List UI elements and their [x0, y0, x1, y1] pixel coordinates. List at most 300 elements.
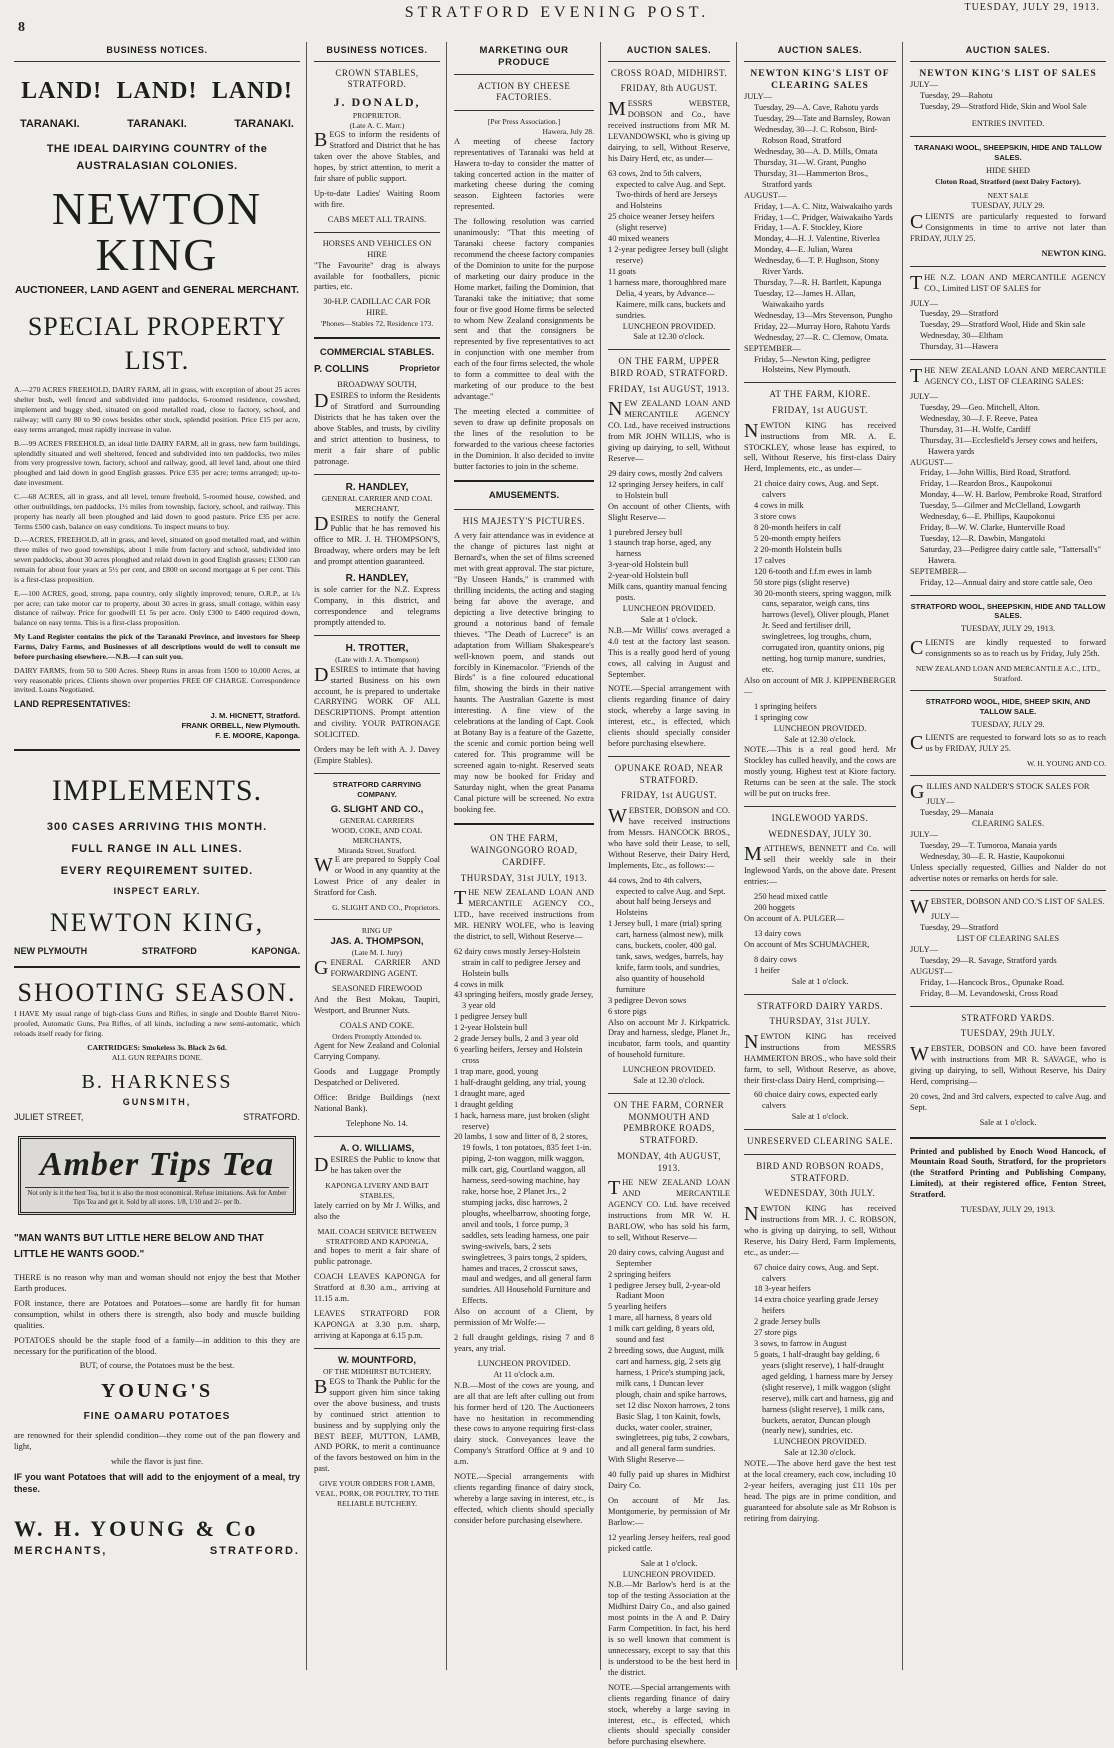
- divider: [454, 509, 594, 510]
- sale-item: 5 goats, 1 half-draught bay gelding, 6 years (slight reserve), 1 half-draught aged gelding, 1 harness mare by Jersey (slight reserve), 1 milk waggon (slight reserve), milk cart and harness, gig and harness (slight reserve), 1 milk cans, buckets, aerator, Duncan plough (nearly new), sundries, etc.: [754, 1349, 894, 1436]
- coach-leaves-kaponga: COACH LEAVES KAPONGA for Stratford at 8.30 a.m., arriving at 11.15 a.m.: [314, 1272, 440, 1304]
- land-word: LAND!: [116, 77, 198, 104]
- stratford-wool-2-heading: STRATFORD WOOL, HIDE, SHEEP SKIN, AND TALLOW SALE.: [925, 696, 1091, 716]
- renowned-text: are renowned for their splendid condition—they come out of the pan flowery and light,: [14, 1431, 300, 1452]
- sale-item: 21 choice dairy cows, Aug. and Sept. calvers: [754, 479, 879, 500]
- sale-date: FRIDAY, 1st AUGUST.: [772, 405, 868, 416]
- clearing-list: [744, 103, 896, 190]
- sale-account: On account of Mrs SCHUMACHER,: [744, 939, 870, 949]
- slight-sub: GENERAL CARRIERS: [339, 816, 415, 826]
- sale-item: 3 store cows: [754, 512, 796, 522]
- divider: [454, 823, 594, 825]
- sale-items: [744, 702, 896, 724]
- sale-item: 1 pedigree Jersey bull, 2-year-old Radiant Moon: [608, 1280, 721, 1301]
- column-heading: AUCTION SALES.: [608, 42, 730, 62]
- stratford-wool-sign: NEW ZEALAND LOAN AND MERCANTILE A.C., LTD., Stratford.: [915, 664, 1101, 683]
- sales-item: Tuesday, 12—R. Dawbin, Mangatoki: [920, 533, 1046, 543]
- press-association: [Per Press Association.]: [487, 117, 561, 127]
- collins-row: [314, 363, 440, 376]
- sale-with: With Slight Reserve—: [608, 1455, 684, 1465]
- sale-item: 4 cows in milk: [754, 501, 804, 511]
- sale-item: 5 20-month empty heifers: [754, 533, 841, 543]
- column-auction-sales-1: [604, 42, 734, 1747]
- stratford-wool-2-sign: W. H. YOUNG AND CO.: [1027, 759, 1106, 769]
- sale-item: 27 store pigs: [754, 1328, 797, 1338]
- sales-list: [910, 468, 1106, 566]
- sales-item: Friday, 8—W. W. Clarke, Hunterville Road: [920, 523, 1065, 533]
- sale-heading: AT THE FARM, KIORE.: [769, 389, 871, 400]
- sales-list: [910, 309, 1106, 353]
- column-rule: [446, 42, 447, 1670]
- taranaki-word: TARANAKI.: [127, 117, 187, 130]
- sale-item: 44 cows, 2nd to 4th calvers, expected to calve Aug. and Sept. about half being Jerseys and Holsteins: [608, 875, 726, 918]
- handley-text: DESIRES to notify the General Public that he has removed his office to MR. J. H. THOMPSON'S, Broadway, where orders may be left and prompt attention guaranteed.: [314, 512, 440, 567]
- farm-item: 6 yearling heifers, Jersey and Holstein cross: [454, 1045, 583, 1066]
- farm-item: 1 trap mare, good, young: [454, 1066, 539, 1076]
- sales-item: Saturday, 23—Pedigree dairy cattle sale, "Tattersall's" Hawera.: [920, 544, 1101, 565]
- every-requirement: EVERY REQUIREMENT SUITED.: [60, 865, 254, 878]
- divider: [314, 1348, 440, 1349]
- divider: [314, 773, 440, 774]
- sale-account: On account of A. PULGER—: [744, 913, 845, 923]
- land-representatives-label: LAND REPRESENTATIVES:: [14, 699, 131, 710]
- merchants-town: STRATFORD.: [209, 1545, 300, 1558]
- sale-also: Also on account of MR J. KIPPENBERGER—: [744, 675, 896, 696]
- sale-items: [744, 1263, 896, 1438]
- divider: [910, 266, 1106, 267]
- sales-list: [910, 841, 1106, 863]
- clearing-item: Tuesday, 29—A. Cave, Rahotu yards: [754, 103, 879, 113]
- page-number: 8: [18, 20, 25, 35]
- divider: [910, 775, 1106, 776]
- telephone-line: Telephone No. 14.: [346, 1118, 408, 1128]
- trotter-late: (Late with J. A. Thompson): [335, 654, 419, 664]
- column-heading: BUSINESS NOTICES.: [314, 42, 440, 62]
- sales-list: [910, 978, 1106, 1000]
- pictures-review: A very fair attendance was in evidence at the change of pictures last night at Bernard's, when the set of films screened met with great approval. The star picture, "By Unseen Hands," is crammed with thrilling incidents, the acting and staging being far above the average, and depicting a live detective bringing to ground a notorious band of female thieves. "The Death of Lucrece" is an adaptation from William Shakespeare's well-known poem, and stands out forcibly in Kinemacolor. "Friends of the Birds" is a fine coloured educational film, showing the birds in their native haunts. The Australian Gazette is most interesting. A fine view of the celebrations at the landing of Capt. Cook at Botany Bay is a feature of the Gazette, the scenic and comic portion being well catered for. This programme will be screened again to-night. Reserved seats may now be booked for Friday and Saturday night, when the great Panama Canal picture will be screened. No extra booking fee.: [454, 531, 594, 814]
- williams-text-2: lately carried on by Mr J. Wilks, and also the: [314, 1200, 440, 1221]
- sale-text: THE NEW ZEALAND LOAN AND MERCANTILE AGENCY CO. Ltd. have received instructions from MR W. H. BARLOW, who has sold his farm, to sell, Without Reserve—: [608, 1177, 730, 1242]
- favourite-text: "The Favourite" drag is always available for footballers, picnic parties, etc.: [314, 260, 440, 292]
- divider: [454, 110, 594, 111]
- collins-name: P. COLLINS: [314, 364, 369, 376]
- sale-item: 1 2-year pedigree Jersey bull (slight reserve): [608, 245, 729, 265]
- divider: [314, 919, 440, 920]
- sale-date: FRIDAY, 8th AUGUST.: [620, 83, 718, 94]
- sales-item: Tuesday, 29—T. Tumoroa, Manaia yards: [920, 840, 1057, 850]
- branch-town: NEW PLYMOUTH: [14, 945, 88, 956]
- sale-items: [744, 955, 896, 977]
- majesty-pictures: HIS MAJESTY'S PICTURES.: [462, 515, 586, 526]
- sale-text: NEWTON KING has received instructions from MR. A. E. STOCKLEY, whose lease has expired, to sell, Without Reserve, his first-class Dairy Herd, Implements, etc., as under—: [744, 419, 896, 474]
- firewood-line: SEASONED FIREWOOD: [331, 983, 423, 993]
- month-label: JULY—: [930, 912, 959, 922]
- branch-town: STRATFORD: [141, 945, 197, 956]
- farm-item: 1 2-year Holstein bull: [454, 1023, 528, 1033]
- sale-item: 60 choice dairy cows, expected early calvers: [754, 1090, 878, 1111]
- column-heading: AUCTION SALES.: [910, 42, 1106, 62]
- sale-also: Also on account Mr J. Kirkpatrick. Dray and harness, sledge, Planet Jr., incubator, farm tools, and quantity of household furniture.: [608, 1017, 730, 1060]
- month-label: JULY—: [910, 391, 939, 401]
- farm-item: 62 dairy cows mostly Jersey-Holstein strain in calf to pedigree Jersey and Holstein bulls: [454, 946, 581, 978]
- sale-item: 6 store pigs: [608, 1006, 647, 1016]
- mountford-text: BEGS to Thank the Public for the support given him since taking over the above business, and trusts by continued strict attention to business and by supplying only the BEST BEEF, MUTTON, LAMB, AND PORK, to merit a continuance of the favors bestowed on him in the past.: [314, 1375, 440, 1474]
- farm-item: 2 grade Jersey bulls, 2 and 3 year old: [454, 1034, 579, 1044]
- divider: [910, 359, 1106, 360]
- williams-text-3: and hopes to merit a fair share of public patronage.: [314, 1246, 440, 1267]
- column-rule: [306, 42, 307, 1670]
- sale-items: [608, 876, 730, 1018]
- luncheon-provided: LUNCHEON PROVIDED.: [773, 723, 867, 733]
- farm-item: 43 springing heifers, mostly grade Jersey, 3 year old: [454, 990, 594, 1011]
- thompson-text: GENERAL CARRIER AND FORWARDING AGENT.: [314, 957, 440, 980]
- shooting-season-headline: SHOOTING SEASON.: [17, 977, 297, 1007]
- waiting-room-text: Up-to-date Ladies' Waiting Room with fire.: [314, 188, 440, 209]
- divider: [608, 1093, 730, 1094]
- divider: [744, 994, 896, 995]
- marketing-subhead: ACTION BY CHEESE FACTORIES.: [477, 80, 571, 103]
- sale-heading: CROSS ROAD, MIDHIRST.: [610, 67, 728, 78]
- sale-item: 17 calves: [754, 555, 786, 565]
- divider: [744, 382, 896, 383]
- sale-date: FRIDAY, 1st AUGUST.: [621, 790, 717, 801]
- divider: [314, 232, 440, 233]
- sale-text: WEBSTER, DOBSON and CO. have received instructions from Messrs. HANCOCK BROS., who have sold their Lease, to sell, Without Reserve, their Dairy Herd, Implements, Etc., as follows:—: [608, 805, 730, 870]
- luncheon-provided: LUNCHEON PROVIDED.: [773, 1437, 867, 1447]
- sale-date: THURSDAY, 31st JULY.: [769, 1016, 871, 1027]
- gillies-clearing: CLEARING SALES.: [971, 818, 1045, 828]
- newton-king-sign: NEWTON KING.: [1041, 248, 1106, 258]
- divider: [910, 136, 1106, 137]
- imprint: Printed and published by Enoch Wood Hancock, of Mountain Road South, Stratford, for the proprietors (the Stratford Printing and Publishing Company, Limited), at their registered office, Fenton Street, Stratford.: [910, 1146, 1106, 1200]
- sale-time: Sale at 12.30 o'clock.: [633, 1076, 705, 1086]
- amber-tips-tea-logo: Amber Tips Tea: [25, 1143, 289, 1188]
- harkness-town: STRATFORD.: [243, 1112, 300, 1123]
- sale-item: 8 20-month heifers in calf: [754, 523, 841, 533]
- sale-item: 18 3-year heifers: [754, 1284, 811, 1294]
- implements-headline: IMPLEMENTS.: [51, 773, 263, 807]
- hide-shed-location: Cloton Road, Stratford (next Dairy Factory).: [935, 177, 1081, 187]
- shooting-text: I HAVE My usual range of high-class Guns and Rifles, in single and Double Barrel Nitro-proofed, Automatic Guns, Pea Rifles, of all kinds, including a new semi-automatic, which reloads itself ready for firing.: [14, 1009, 300, 1039]
- sale-items: [744, 1090, 896, 1112]
- man-wants-headline: "MAN WANTS BUT LITTLE HERE BELOW AND THAT LITTLE HE WANTS GOOD.": [14, 1232, 264, 1260]
- dairy-farms-note: DAIRY FARMS, from 50 to 500 Acres. Sheep Runs in areas from 1500 to 10,000 Acres, at very reasonable prices. Clients shown over properties FREE OF CHARGE. Correspondence invited. Loans Negotiated.: [14, 665, 300, 695]
- dateline: Hawera, July 28.: [542, 126, 594, 136]
- clearing-item: Monday, 4—E. Julian, Warea: [754, 245, 853, 255]
- potato-paragraph: POTATOES should be the staple food of a family—in addition to this they are necessary for the purification of the blood.: [14, 1335, 300, 1356]
- sale-heading: ON THE FARM, UPPER BIRD ROAD, STRATFORD.: [609, 356, 729, 379]
- sale-text: NEWTON KING has received instructions from MR. J. C. ROBSON, who is giving up dairying, to sell, Without Reserve, his Dairy Herd, Farm Implements, etc., as under:—: [744, 1203, 896, 1257]
- sale-heading: ON THE FARM, CORNER MONMOUTH AND PEMBROKE ROADS, STRATFORD.: [613, 1100, 725, 1146]
- sale-item: 120 6-tooth and f.f.m ewes in lamb: [754, 566, 872, 576]
- issue-date: TUESDAY, JULY 29, 1913.: [964, 2, 1100, 13]
- sale-items: [744, 479, 896, 676]
- trotter-name: H. TROTTER,: [345, 642, 409, 654]
- divider: [910, 890, 1106, 891]
- sale-date: MONDAY, 4th AUGUST, 1913.: [617, 1150, 721, 1173]
- sale-item: 40 mixed weaners: [608, 234, 669, 244]
- sale-time: Sale at 12.30 o'clock.: [784, 734, 856, 744]
- mountford-name: W. MOUNTFORD,: [337, 1354, 417, 1366]
- branch-town: KAPONGA.: [251, 945, 300, 956]
- month-label: JULY—: [910, 945, 939, 955]
- nk-list-heading: NEWTON KING'S LIST OF CLEARING SALES: [750, 68, 890, 92]
- sales-item: Friday, 1—Hancock Bros., Opunake Road.: [920, 977, 1065, 987]
- month-label: JULY—: [744, 92, 773, 102]
- stratford-wool-text: CLIENTS are kindly requested to forward consignments so as to reach us by Friday, July 25th.: [910, 637, 1106, 660]
- sale-items: [608, 528, 730, 604]
- mokau-text: And the Best Mokau, Taupiri, Westport, and Brunner Nuts.: [314, 994, 440, 1015]
- month-label: AUGUST—: [910, 457, 953, 467]
- sale-time: Sale at 1 o'clock.: [791, 1112, 849, 1122]
- sale-heading: INGLEWOOD YARDS.: [771, 813, 869, 824]
- sale-item: 1 heifer: [754, 965, 780, 975]
- sale-items: [608, 1248, 730, 1456]
- sale-item: 1 springing heifers: [754, 701, 817, 711]
- taranaki-word: TARANAKI.: [234, 117, 294, 130]
- divider: [608, 349, 730, 350]
- sale-item: 1 Jersey bull, 1 mare (trial) spring cart, harness (almost new), milk cans, buckets, cooler, 400 gal. tank, saws, wedges, barrels, hay knife, farm tools, and sundries, also quantity of household furniture: [608, 919, 724, 994]
- sales-item: Wednesday, 30—E. R. Hastie, Kaupokonui: [920, 851, 1065, 861]
- youngs-headline: YOUNG'S: [100, 1380, 214, 1403]
- sale-item: 1 harness mare, thoroughbred mare Delia, 4 years, by Advance—Kaimere, milk cans, buckets and sundries.: [608, 277, 727, 320]
- hide-shed: HIDE SHED: [986, 166, 1030, 176]
- williams-text: DESIRES the Public to know that he has taken over the: [314, 1154, 440, 1177]
- sale-nb: N.B.—Mr Willis' cows averaged a 4.0 test at the factory last season. This is a really good herd of young cows, all calving in August and September.: [608, 625, 730, 679]
- column-heading: AUCTION SALES.: [744, 42, 896, 62]
- divider: [910, 1137, 1106, 1139]
- harkness-address: [14, 1112, 300, 1124]
- newton-king-signature: NEWTON KING,: [49, 908, 265, 938]
- sale-item: 11 goats: [608, 266, 636, 276]
- month-label: JULY—: [926, 797, 955, 807]
- sale-item: Milk cans, quantity manual fencing posts.: [608, 582, 727, 603]
- slight-sub-2: WOOD, COKE, AND COAL MERCHANTS,: [331, 825, 423, 845]
- sales-item: Thursday, 31—Hawera: [920, 342, 999, 352]
- month-label: SEPTEMBER—: [744, 343, 801, 353]
- farm-note: NOTE.—Special arrangements with clients regarding finance of dairy stock, whereby a large saving in interest, etc., is effected, which clients should specially consider before purchasing elsewhere.: [454, 1472, 594, 1525]
- cases-arriving: 300 CASES ARRIVING THIS MONTH.: [46, 820, 268, 833]
- farm-item: 1 half-draught gelding, any trial, young: [454, 1077, 586, 1087]
- sale-item: 29 dairy cows, mostly 2nd calvers: [608, 468, 723, 478]
- clearing-item: Friday, 22—Murray Horo, Rahotu Yards: [754, 321, 891, 331]
- sale-item: 3 sows, to farrow in August: [754, 1339, 847, 1349]
- sale-item: 30 20-month steers, spring waggon, milk cans, separator, weigh cans, tins harrows (level), Oliver plough, Planet Jr. Seed and fertiliser drill, swingletrees, log troughs, churn, corrugated iron, quantity onions, pig netting, hog turnip manure, sundries, etc.: [754, 588, 892, 674]
- clearing-item: Friday, 1—A. C. Nitz, Waiwakaiho yards: [754, 201, 893, 211]
- farm-item: 20 lambs, 1 sow and litter of 8, 2 stores, 19 fowls, 1 ton potatoes, 835 feet 1-in. piping, 2-ton waggon, milk waggon, milk cart, gig, Courtland waggon, all harness, seed-sowing machine, hay rake, horse hoe, 2 Planet Jrs., 2 stumping jacks, disc harrows, 2 ploughs, wheelbarrow, shooting forge, anvil and tools, 1 force pump, 3 saddles, sets leading harness, one pair swing-swivels, bars, 2 sets swingletrees, 3 pairs tongs, 2 spiders, hames and traces, 2 crosscut saws, maul and wedges, and all general farm sundries. All Household Furniture and Effects.: [454, 1132, 592, 1306]
- sales-item: Friday, 1—Reardon Bros., Kaupokonui: [920, 479, 1053, 489]
- sale-item: 25 choice weaner Jersey heifers (slight reserve): [608, 212, 715, 233]
- sales-list: [910, 578, 1106, 589]
- sale-item: 1 springing cow: [754, 712, 808, 722]
- amber-tips-text: Not only is it the best Tea, but it is also the most economical. Refuse imitations. Ask for Amber Tips Tea and get it. Sold by all stores. 1/8, 1/10 and 2/- per lb.: [27, 1190, 287, 1207]
- gunsmith-line: GUNSMITH,: [122, 1096, 192, 1107]
- sales-item: Tuesday, 29—Manaia: [920, 807, 994, 817]
- webster-clearing: LIST OF CLEARING SALES: [956, 934, 1060, 944]
- sale-heading: OPUNAKE ROAD, NEAR STRATFORD.: [614, 762, 724, 785]
- sale-date: FRIDAY, 1st AUGUST, 1913.: [608, 383, 730, 394]
- inspect-early: INSPECT EARLY.: [113, 886, 201, 897]
- property-listing: A.—270 ACRES FREEHOLD, DAIRY FARM, all in grass, with exception of about 25 acres shelter bush, well fenced and subdivided into paddocks, 6-roomed residence, cowshed, implement and buggy shed, situated on good metalled road, close to factory, school, and railway; will carry 80 to 90 cows besides other stock, splendid position. Price £15 per acre, easy terms arranged, must rapidly increase in value.: [14, 385, 300, 434]
- potato-paragraph: BUT, of course, the Potatoes must be the best.: [79, 1361, 235, 1371]
- full-range: FULL RANGE IN ALL LINES.: [71, 842, 243, 855]
- column-rule: [736, 42, 737, 1670]
- divider: [910, 690, 1106, 691]
- handley-text-2: is sole carrier for the N.Z. Express Company, in this district, and correspondence and telegrams promptly attended to.: [314, 585, 440, 627]
- newton-king-logo: NEWTON KING: [51, 183, 263, 281]
- ring-up: RING UP: [361, 926, 393, 935]
- potato-paragraph: FOR instance, there are Potatoes and Potatoes—some are hardly fit for human consumption, whilst in others there is strength, also body and muscle building qualities.: [14, 1298, 300, 1330]
- potato-paragraph: THERE is no reason why man and woman should not enjoy the best that Mother Earth produces.: [14, 1272, 300, 1293]
- sale-item: 1 purebred Jersey bull: [608, 527, 683, 537]
- sale-item: 2 grade Jersey bulls: [754, 1317, 821, 1327]
- clearing-list: [744, 202, 896, 344]
- sale-time: Sale at 1 o'clock.: [640, 1558, 698, 1568]
- sale-items: [608, 169, 730, 322]
- sale-items: [744, 929, 896, 940]
- month-label: SEPTEMBER—: [910, 566, 967, 576]
- miranda-street: Miranda Street, Stratford.: [337, 845, 417, 855]
- entries-invited: ENTRIES INVITED.: [971, 118, 1045, 128]
- divider: [608, 756, 730, 757]
- donald-text: BEGS to inform the residents of Stratford and District that he has taken over the above Stables, and hopes, by strict attention, to merit a fair share of public support.: [314, 129, 440, 184]
- sales-item: Thursday, 31—H. Wolfe, Cardiff: [920, 424, 1031, 434]
- land-register-note: My Land Register contains the pick of the Taranaki Province, and investors for Sheep Farms, Dairy Farms, and Businesses of all descriptions would do well to consult me before purchasing elsewhere.—N.B.—I can suit you.: [14, 632, 300, 661]
- mail-coach: MAIL COACH SERVICE BETWEEN STRATFORD AND KAPONGA,: [317, 1226, 437, 1246]
- sale-note: NOTE.—Special arrangement with clients regarding finance of dairy stock, whereby a large saving in interest, etc., is effected, which clients should specially consider before purchasing elsewhere.: [608, 684, 730, 749]
- marketing-paragraph: A meeting of cheese factory representatives of Taranaki was held at Hawera to-day to consider the matter of taking concerted action in the matter of marketing cheese during the coming season. Eighteen factories were represented.: [454, 136, 594, 212]
- column-marketing: [450, 42, 598, 1672]
- handley-name-2: R. HANDLEY,: [345, 573, 409, 585]
- divider: [910, 1006, 1106, 1007]
- stratford-yards-text: WEBSTER, DOBSON and CO. have been favored with instructions from MR R. SAVAGE, who is giving up dairying, to sell, Without Reserve, his Dairy Herd, comprising—: [910, 1043, 1106, 1086]
- sale-nb: N.B.—Mr Barlow's herd is at the top of the testing Association at the Midhirst Dairy Co., and also gained most points in the A and P. Dairy Farm Competition. In fact, his herd is so well known that comment is unnecessary, except to say that this is understood to be the best herd in the district.: [608, 1580, 730, 1677]
- clearing-item: Wednesday, 6—T. P. Hughson, Stony River Yards.: [754, 256, 880, 277]
- sale-item: 3-year-old Holstein bull: [608, 560, 689, 570]
- divider: [910, 595, 1106, 596]
- sale-item: 2 20-month Holstein bulls: [754, 544, 842, 554]
- sale-item: 5 yearling heifers: [608, 1302, 667, 1312]
- sales-item: Friday, 12—Annual dairy and store cattle sale, Oeo: [920, 577, 1093, 587]
- luncheon-provided: LUNCHEON PROVIDED.: [622, 604, 716, 613]
- midhirst-butchery: OF THE MIDHIRST BUTCHERY,: [322, 1367, 432, 1377]
- taranaki-wool-heading: TARANAKI WOOL, SHEEPSKIN, HIDE AND TALLOW SALES.: [914, 142, 1102, 162]
- sale-also: On account of Mr Jas. Montgomerie, by permission of Mr Barlow:—: [608, 1496, 730, 1527]
- sale-item: 1 milk cart gelding, 8 years old, sound and fast: [608, 1324, 715, 1345]
- sale-time: Sale at 1 o'clock.: [640, 614, 698, 624]
- sales-list: [910, 808, 1106, 819]
- broadway-south: BROADWAY SOUTH,: [337, 380, 417, 390]
- consignments-text: CLIENTS are particularly requested to forward Consignments in time to arrive not later than FRIDAY, JULY 25.: [910, 211, 1106, 243]
- farm-date: THURSDAY, 31st JULY, 1913.: [460, 872, 588, 883]
- land-word: LAND!: [211, 77, 293, 104]
- merchants-line: [14, 1544, 300, 1558]
- sales-item: Wednesday, 30—Eltham: [920, 331, 1003, 341]
- divider: [314, 337, 440, 339]
- merchants-label: MERCHANTS,: [14, 1545, 108, 1558]
- crown-stables-title: CROWN STABLES, STRATFORD.: [335, 67, 419, 90]
- trotter-text: DESIRES to intimate that having started Business on his own account, he is prepared to undertake CARRYING WORK OF ALL DESCRIPTIONS. Prompt attention and civility. YOUR PATRONAGE SOLICITED.: [314, 663, 440, 740]
- farm-item: 4 cows in milk: [454, 979, 504, 989]
- sale-item: 13 dairy cows: [754, 928, 801, 938]
- clearing-item: Wednesday, 30—J. C. Robson, Bird-Robson Road, Stratford: [754, 125, 878, 146]
- sale-note: NOTE.—This is a real good herd. Mr Stockley has culled heavily, and the cows are mostly young. Highest test at Kiore factory. Returns can be seen at the sale. The stock will be put on trucks free.: [744, 745, 896, 799]
- handley-sub: GENERAL CARRIER AND COAL MERCHANT,: [321, 493, 433, 513]
- special-property-list-title: SPECIAL PROPERTY LIST.: [27, 311, 287, 375]
- coach-leaves-stratford: LEAVES STRATFORD FOR KAPONGA at 3.30 p.m. sharp, arriving at Kaponga at 6.15 p.m.: [314, 1308, 440, 1340]
- column-rule: [600, 42, 601, 1670]
- slight-text: WE are prepared to Supply Coal or Wood in any quantity at the Lowest Price of any dealer in Stratford for Cash.: [314, 854, 440, 898]
- marketing-headline: MARKETING OUR PRODUCE: [454, 42, 594, 75]
- clearing-item: Friday, 1—A. F. Stockley, Kiore: [754, 223, 863, 233]
- sale-time: Sale at 1 o'clock.: [979, 1117, 1037, 1127]
- column-heading: BUSINESS NOTICES.: [14, 42, 300, 62]
- sale-text: NEW ZEALAND LOAN AND MERCANTILE AGENCY CO. Ltd., have received instructions from MR JOHN WILLIS, who is giving up dairying, to sell, Without Reserve—: [608, 398, 730, 464]
- coals-line: COALS AND COKE.: [339, 1020, 415, 1030]
- stratford-wool-heading: STRATFORD WOOL, SHEEPSKIN, HIDE AND TALLOW SALES.: [910, 601, 1106, 621]
- sale-item: 2 springing heifers: [608, 1269, 671, 1279]
- thompson-late: (Late M. I. Jury): [351, 948, 403, 958]
- gun-repairs-line: ALL GUN REPAIRS DONE.: [111, 1052, 203, 1062]
- sale-item: 14 extra choice yearling grade Jersey heifers: [754, 1295, 879, 1316]
- divider: [314, 474, 440, 475]
- sales-item: Wednesday, 30—J. F. Reeve, Patea: [920, 413, 1038, 423]
- cadillac-line: 30-H.P. CADILLAC CAR FOR HIRE.: [323, 297, 431, 318]
- trotter-orders: Orders may be left with A. J. Davey (Empire Stables).: [314, 745, 440, 766]
- sale-item: 67 choice dairy cows, Aug. and Sept. calvers: [754, 1262, 879, 1283]
- property-listing: E.—100 ACRES, good, strong, papa country, only slightly improved; tenure, O.R.P., at 1/s per acre; can take motor car to property, about 30 acres in grass, small cottage, within easy distance of railway. Price for goodwill £1 5s per acre. Only £300 to £400 required down, balance on easy terms. This is a first-class proposition.: [14, 588, 300, 628]
- next-sale-date: TUESDAY, JULY 29.: [971, 201, 1045, 211]
- imprint-date: TUESDAY, JULY 29, 1913.: [960, 1205, 1056, 1215]
- clearing-item: Wednesday, 30—A. D. Mills, Omata: [754, 146, 878, 156]
- branch-towns: [14, 946, 300, 958]
- masthead: [0, 0, 1114, 38]
- land-headline: [14, 76, 300, 107]
- sale-time: At 11 o'clock a.m.: [493, 1369, 555, 1379]
- divider: [14, 749, 300, 751]
- sale-item: 1 staunch trap horse, aged, any harness: [608, 538, 712, 559]
- luncheon-provided: LUNCHEON PROVIDED.: [622, 1569, 716, 1579]
- sales-list: [910, 91, 1106, 113]
- orders-line: Orders Promptly Attended to.: [332, 1031, 422, 1041]
- flavor-text: while the flavor is just fine.: [110, 1457, 204, 1467]
- sale-item: 3 pedigree Devon sows: [608, 995, 687, 1005]
- farm-item: 1 draught gelding: [454, 1099, 514, 1109]
- stratford-yards-item: 20 cows, 2nd and 3rd calvers, expected to calve Aug. and Sept.: [910, 1091, 1106, 1112]
- clearing-item: Wednesday, 27—R. C. Clemow, Omata.: [754, 332, 889, 342]
- amusements-headline: AMUSEMENTS.: [488, 490, 560, 502]
- column-business-notices-2: [310, 42, 444, 1672]
- month-label: AUGUST—: [910, 966, 953, 976]
- sale-item: 250 head mixed cattle: [754, 892, 828, 902]
- sales-item: Tuesday, 29—Stratford Hide, Skin and Wool Sale: [920, 101, 1087, 111]
- column-business-notices-1: [10, 42, 304, 1672]
- clearing-item: Thursday, 31—W. Grant, Pungho: [754, 157, 867, 167]
- sale-date: WEDNESDAY, JULY 30.: [768, 828, 872, 839]
- sale-item: 2-year-old Holstein bull: [608, 571, 689, 581]
- sales-list: [910, 923, 1106, 934]
- sales-list: [910, 403, 1106, 458]
- month-label: AUGUST—: [744, 190, 787, 200]
- luncheon-provided: LUNCHEON PROVIDED.: [477, 1358, 571, 1368]
- sale-text: MESSRS WEBSTER, DOBSON and Co., have received instructions from MR M. LEVANDOWSKI, who is giving up dairying, to sell, Without Reserve, his Dairy Herd, etc, as under—: [608, 98, 730, 163]
- office-text: Office: Bridge Buildings (next National Bank).: [314, 1093, 440, 1114]
- horses-line: HORSES AND VEHICLES ON HIRE: [322, 238, 432, 259]
- stratford-wool-date: TUESDAY, JULY 29, 1913.: [960, 624, 1056, 634]
- sale-item: 12 springing Jersey heifers, in calf to Holstein bull: [608, 479, 724, 500]
- divider: [744, 1129, 896, 1130]
- sales-item: Tuesday, 29—Stratford Wool, Hide and Skin sale: [920, 320, 1086, 330]
